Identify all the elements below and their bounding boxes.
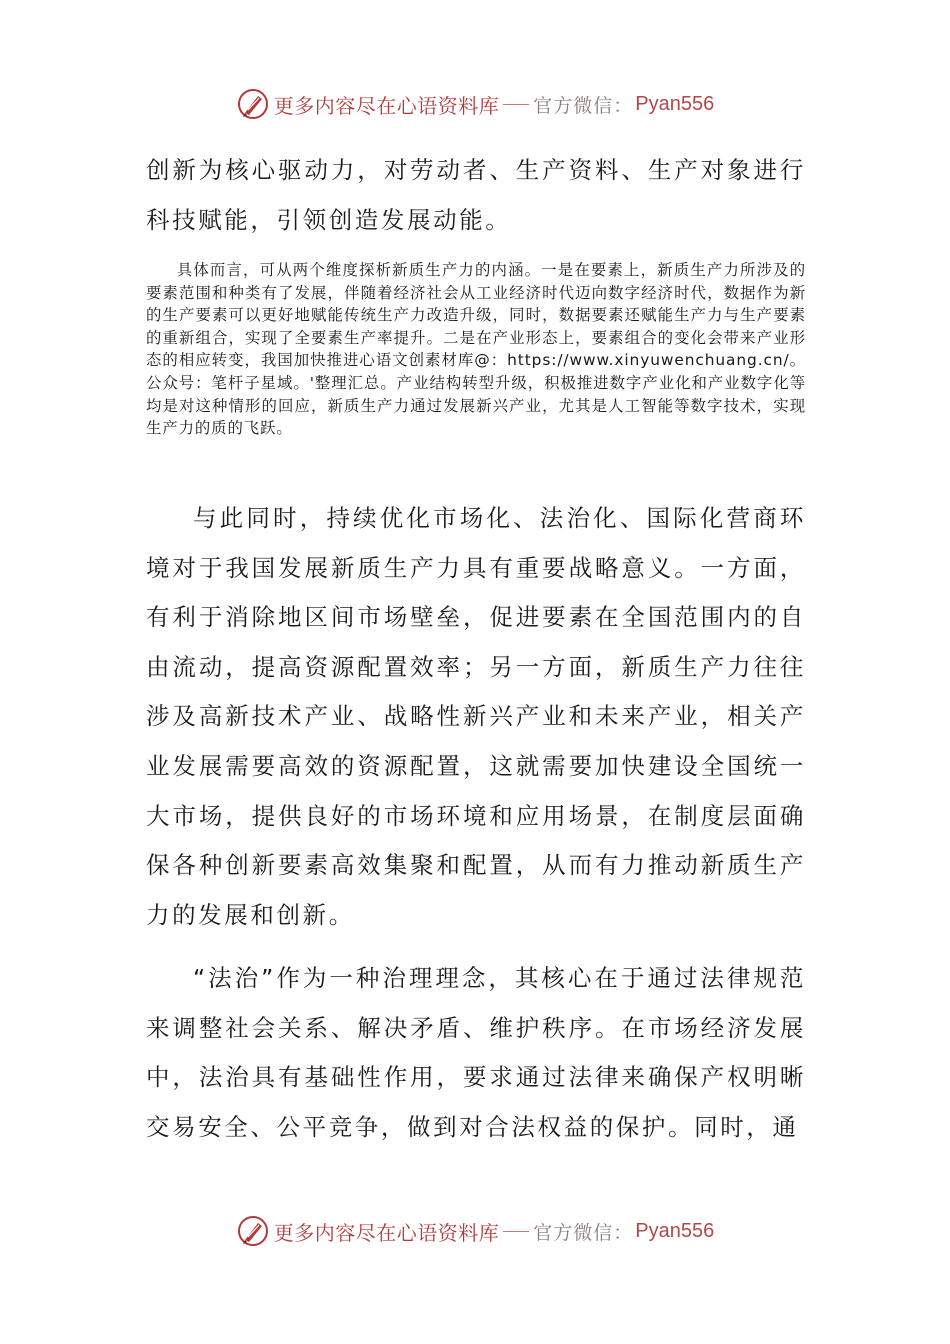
banner-official-label: 官方微信： (533, 94, 634, 117)
paragraph-3 (146, 494, 806, 940)
banner-title: 更多内容尽在心语资料库 (273, 1220, 500, 1245)
paragraph-1 (146, 146, 806, 245)
pen-nib-logo-icon (236, 1214, 270, 1248)
paragraph-3-text: 与此同时，持续优化市场化、法治化、国际化营商环境对于我国发展新质生产力具有重要战略意义。一方面，有利于消除地区间市场壁垒，促进要素在全国范围内的自由流动，提高资源配置效率；另一方面，新质生产力往往涉及高新技术产业、战略性新兴产业和未来产业，相关产业发展需要高效的资源配置，这就需要加快建设全国统一大市场，提供良好的市场环境和应用场景，在制度层面确保各种创新要素高效集聚和配置，从而有力推动新质生产力的发展和创新。 (146, 504, 806, 929)
paragraph-4-text: “法治”作为一种治理理念，其核心在于通过法律规范来调整社会关系、解决矛盾、维护秩序。在市场经济发展中，法治具有基础性作用，要求通过法律来确保产权明晰交易安全、公平竞争，做到对合法权益的保护。同时，通 (146, 964, 806, 1141)
footer-banner (0, 1211, 950, 1251)
banner-official-label: 官方微信： (533, 1221, 634, 1244)
banner-divider (503, 1231, 529, 1232)
paragraph-4 (146, 954, 806, 1152)
banner-account-id: Pyan556 (635, 1219, 715, 1242)
banner-divider (503, 104, 529, 105)
paragraph-2-text: 具体而言，可从两个维度探析新质生产力的内涵。一是在要素上，新质生产力所涉及的要素范围和种类有了发展，伴随着经济社会从工业经济时代迈向数字经济时代，数据作为新的生产要素可以更好地赋能传统生产力改造升级，同时，数据要素还赋能生产力与生产要素的重新组合，实现了全要素生产率提升。二是在产业形态上，要素组合的变化会带来产业形态的相应转变，我国加快推进心语文创素材库@：https://www.xinyuwenchuang.cn/。公众号：笔杆子星域。'整理汇总。产业结构转型升级，积极推进数字产业化和产业数字化等均是对这种情形的回应，新质生产力通过发展新兴产业，尤其是人工智能等数字技术，实现生产力的质的飞跃。 (146, 261, 806, 438)
banner-title: 更多内容尽在心语资料库 (273, 93, 500, 118)
paragraph-1-text: 创新为核心驱动力，对劳动者、生产资料、生产对象进行科技赋能，引领创造发展动能。 (146, 156, 806, 234)
paragraph-2 (146, 259, 806, 440)
banner-account-id: Pyan556 (635, 92, 715, 115)
pen-nib-logo-icon (236, 87, 270, 121)
header-banner (0, 84, 950, 124)
